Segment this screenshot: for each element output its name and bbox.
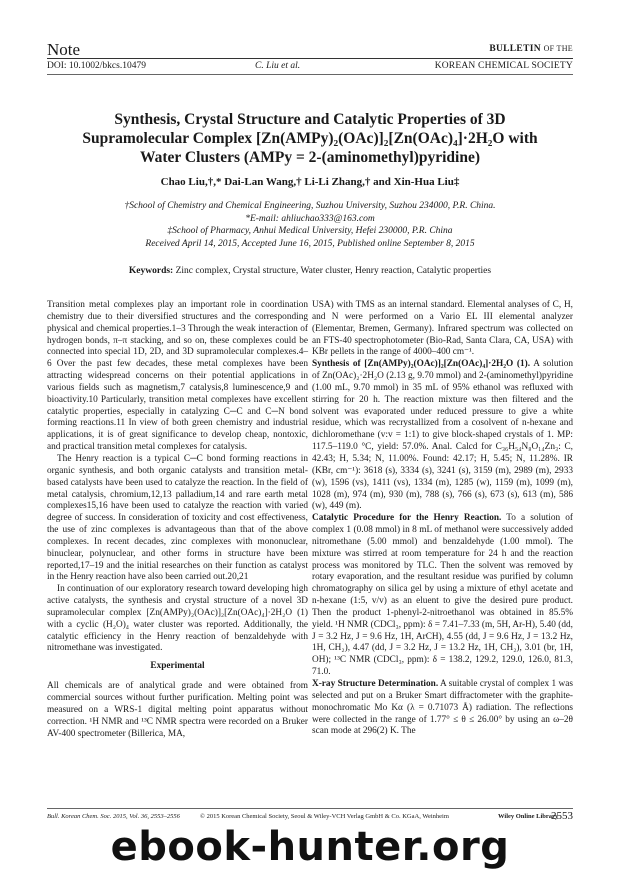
- section-heading-experimental: Experimental: [150, 661, 205, 672]
- page-number: 2553: [551, 810, 573, 822]
- synthesis-text: A solution of Zn(OAc)₂·2H₂O (2.13 g, 9.70 mmol) and 2-(aminomethyl)pyridine (1.00 mL, 9.70 mmol) in 35 mL of 95% ethanol was refluxed with stirring for 20 h. The reaction mixture was then filtered and the solvent was evaporated under reduced pressure to give a white residue, which was recrystallized from a cosolvent of n-hexane and dichloromethane (v:v = 1:1) to give block-shaped crystals of 1. MP: 117.5–119.0 °C, yield: 57.0%. Anal. Calcd for C₃₆H₅₄N₈O₁₄Zn₃: C, 42.43; H, 5.34; N, 11.00%. Found: 42.17; H, 5.45; N, 11.28%. IR (KBr, cm⁻¹): 3618 (s), 3334 (s), 3241 (s), 3159 (m), 2989 (m), 2933 (w), 1596 (vs), 1411 (vs), 1334 (m), 1285 (w), 1159 (m), 1099 (m), 1028 (m), 974 (m), 930 (m), 788 (s), 766 (s), 673 (s), 613 (m), 586 (w), 449 (m).: [312, 359, 574, 512]
- catalytic-paragraph: [312, 513, 573, 679]
- doi: DOI: 10.1002/bkcs.10479: [47, 61, 146, 71]
- affiliation-anhui: ‡School of Pharmacy, Anhui Medical University, Hefei 230000, P.R. China: [167, 226, 453, 236]
- footer-rule: [47, 808, 573, 809]
- catalytic-run-head: Catalytic Procedure for the Henry Reaction.: [312, 513, 502, 524]
- right-column: [312, 300, 573, 738]
- journal-name-line2: KOREAN CHEMICAL SOCIETY: [434, 61, 573, 71]
- title-line-2: Supramolecular Complex [Zn(AMPy)₂(OAc)]₂[Zn(OAc)₄]·2H₂O with: [82, 130, 538, 147]
- footer-copyright: © 2015 Korean Chemical Society, Seoul & Wiley-VCH Verlag GmbH & Co. KGaA, Weinheim: [200, 813, 449, 820]
- article-title: [60, 110, 560, 167]
- journal-name-of-the: OF THE: [543, 44, 573, 53]
- article-type-label: Note: [47, 40, 81, 59]
- intro-paragraph-3: In continuation of our exploratory research toward developing high active catalysts, the synthesis and crystal structure of a novel 3D supramolecular complex [Zn(AMPy)₂(OAc)]₂[Zn(OAc)₄]·2H₂O (1) with a cyclic (H₂O)₄ water cluster was reported. Additionally, the catalytic efficiency in the Henry reaction of benzaldehyde with nitromethane was investigated.: [47, 584, 308, 654]
- catalytic-text: To a solution of complex 1 (0.08 mmol) in 8 mL of methanol were successively added nitromethane (5.00 mmol) and benzaldehyde (1.00 mmol). The mixture was stirred at room temperature for 24 h and the reaction process was monitored by TLC. Then the solvent was removed by rotary evaporation, and the resultant residue was purified by column chromatography on silica gel by using a mixture of ethyl acetate and n-hexane (1:5, v/v) as an eluent to give the desired pure product. Then the product 1-phenyl-2-nitroethanol was obtained in 85.5% yield. ¹H NMR (CDCl₃, ppm): δ = 7.41–7.33 (m, 5H, Ar-H), 5.40 (dd, J = 3.2 Hz, J = 9.6 Hz, 1H, ArCH), 4.55 (dd, J = 9.6 Hz, J = 13.2 Hz, 1H, CH₂), 4.47 (dd, J = 3.2 Hz, J = 13.2 Hz, 1H, CH₂), 3.01 (br, 1H, OH); ¹³C NMR (CDCl₃, ppm): δ = 138.2, 129.2, 129.0, 126.0, 81.3, 71.0.: [312, 513, 574, 678]
- left-column: [47, 300, 308, 740]
- header-rule: [47, 58, 573, 59]
- footer-wiley-online-library: Wiley Online Library: [498, 813, 559, 820]
- author-list: Chao Liu,†,* Dai-Lan Wang,† Li-Li Zhang,† and Xin-Hua Liu‡: [160, 176, 460, 188]
- received-dates: Received April 14, 2015, Accepted June 16, 2015, Published online September 8, 2015: [145, 238, 475, 249]
- experimental-paragraph-1: All chemicals are of analytical grade and were obtained from commercial sources without further purification. Melting point was measured on a WRS-1 digital melting point apparatus without correction. ¹H NMR and ¹³C NMR spectra were recorded on a Bruker AV-400 spectrometer (Billerica, MA,: [47, 681, 308, 739]
- synthesis-paragraph: [312, 359, 573, 513]
- footer-journal-reference: Bull. Korean Chem. Soc. 2015, Vol. 36, 2553–2556: [47, 813, 180, 820]
- keywords-label: Keywords:: [128, 266, 174, 276]
- xray-paragraph: [312, 679, 573, 738]
- title-line-1: Synthesis, Crystal Structure and Catalytic Properties of 3D: [114, 111, 506, 128]
- intro-paragraph-2: The Henry reaction is a typical C─C bond forming reactions in organic synthesis, and both organic catalysts and transition metal-based catalysts have been used to catalyze the reaction. In the field of metal catalysis, chromium,12,13 palladium,14 and rare earth metal complexes15,16 have been used to catalyze the reaction with varied degree of success. In consideration of toxicity and cost effectiveness, the use of zinc complexes is advantageous than that of the above complexes. In recent decades, zinc complexes with mononuclear, binuclear, polynuclear, and other forms in structure have been reported,17–19 and the initial researches on their function as catalyst in the Henry reaction have also been carried out.20,21: [47, 453, 308, 583]
- journal-name-line1: [489, 44, 573, 54]
- title-line-3: Water Clusters (AMPy = 2-(aminomethyl)pyridine): [139, 149, 481, 166]
- synthesis-run-head: Synthesis of [Zn(AMPy)₂(OAc)]₂[Zn(OAc)₄]·2H₂O (1).: [312, 359, 531, 370]
- affiliation-suzhou: †School of Chemistry and Chemical Engineering, Suzhou University, Suzhou 234000, P.R. China.: [124, 201, 496, 211]
- watermark-text: ebook-hunter.org: [110, 824, 510, 870]
- affiliations: [60, 200, 560, 250]
- xray-run-head: X-ray Structure Determination.: [312, 679, 439, 689]
- running-authors: C. Liu et al.: [255, 61, 301, 71]
- intro-paragraph-1: Transition metal complexes play an important role in coordination chemistry due to their diversified structures and the corresponding physical and chemical properties.1–3 Through the weak interaction of hydrogen bonds, π–π stacking, and so on, these complexes could be connected into special 1D, 2D, and 3D supramolecular complexes.4–6 Over the past few decades, these metal complexes have been attracting widespread concerns on their potential applications in various fields such as magnetism,7 catalysis,8 luminescence,9 and bioactivity.10 Particularly, transition metal complexes have excellent catalytic properties, especially in catalyzing C─C and C─N bond forming reactions.11 In view of both green chemistry and industrial applications, it is of great significance to develop cheap, nontoxic, and practical transition metal complexes for catalysis.: [47, 300, 308, 453]
- keywords-text: Zinc complex, Crystal structure, Water cluster, Henry reaction, Catalytic properties: [175, 266, 492, 276]
- header-rule-lower: [47, 74, 573, 75]
- journal-name-bulletin: BULLETIN: [489, 44, 541, 54]
- xray-text: A suitable crystal of complex 1 was selected and put on a Bruker Smart diffractometer with the graphite-monochromatic Mo Kα (λ = 0.71073 Å) radiation. The reflections were collected in the range of 1.77° ≤ θ ≤ 26.00° by using an ω–2θ scan mode at 296(2) K. The: [312, 679, 573, 737]
- keywords: [60, 266, 560, 276]
- corresponding-email: *E-mail: ahliuchao333@163.com: [245, 213, 375, 224]
- experimental-paragraph-1-cont: USA) with TMS as an internal standard. Elemental analyses of C, H, and N were performed on a Vario EL III elemental analyzer (Elementar, Bremen, Germany). Infrared spectrum was collected on an FTS-40 spectrophotometer (Bio-Rad, Santa Clara, CA, USA) with KBr pellets in the range of 4000–400 cm⁻¹.: [312, 300, 573, 358]
